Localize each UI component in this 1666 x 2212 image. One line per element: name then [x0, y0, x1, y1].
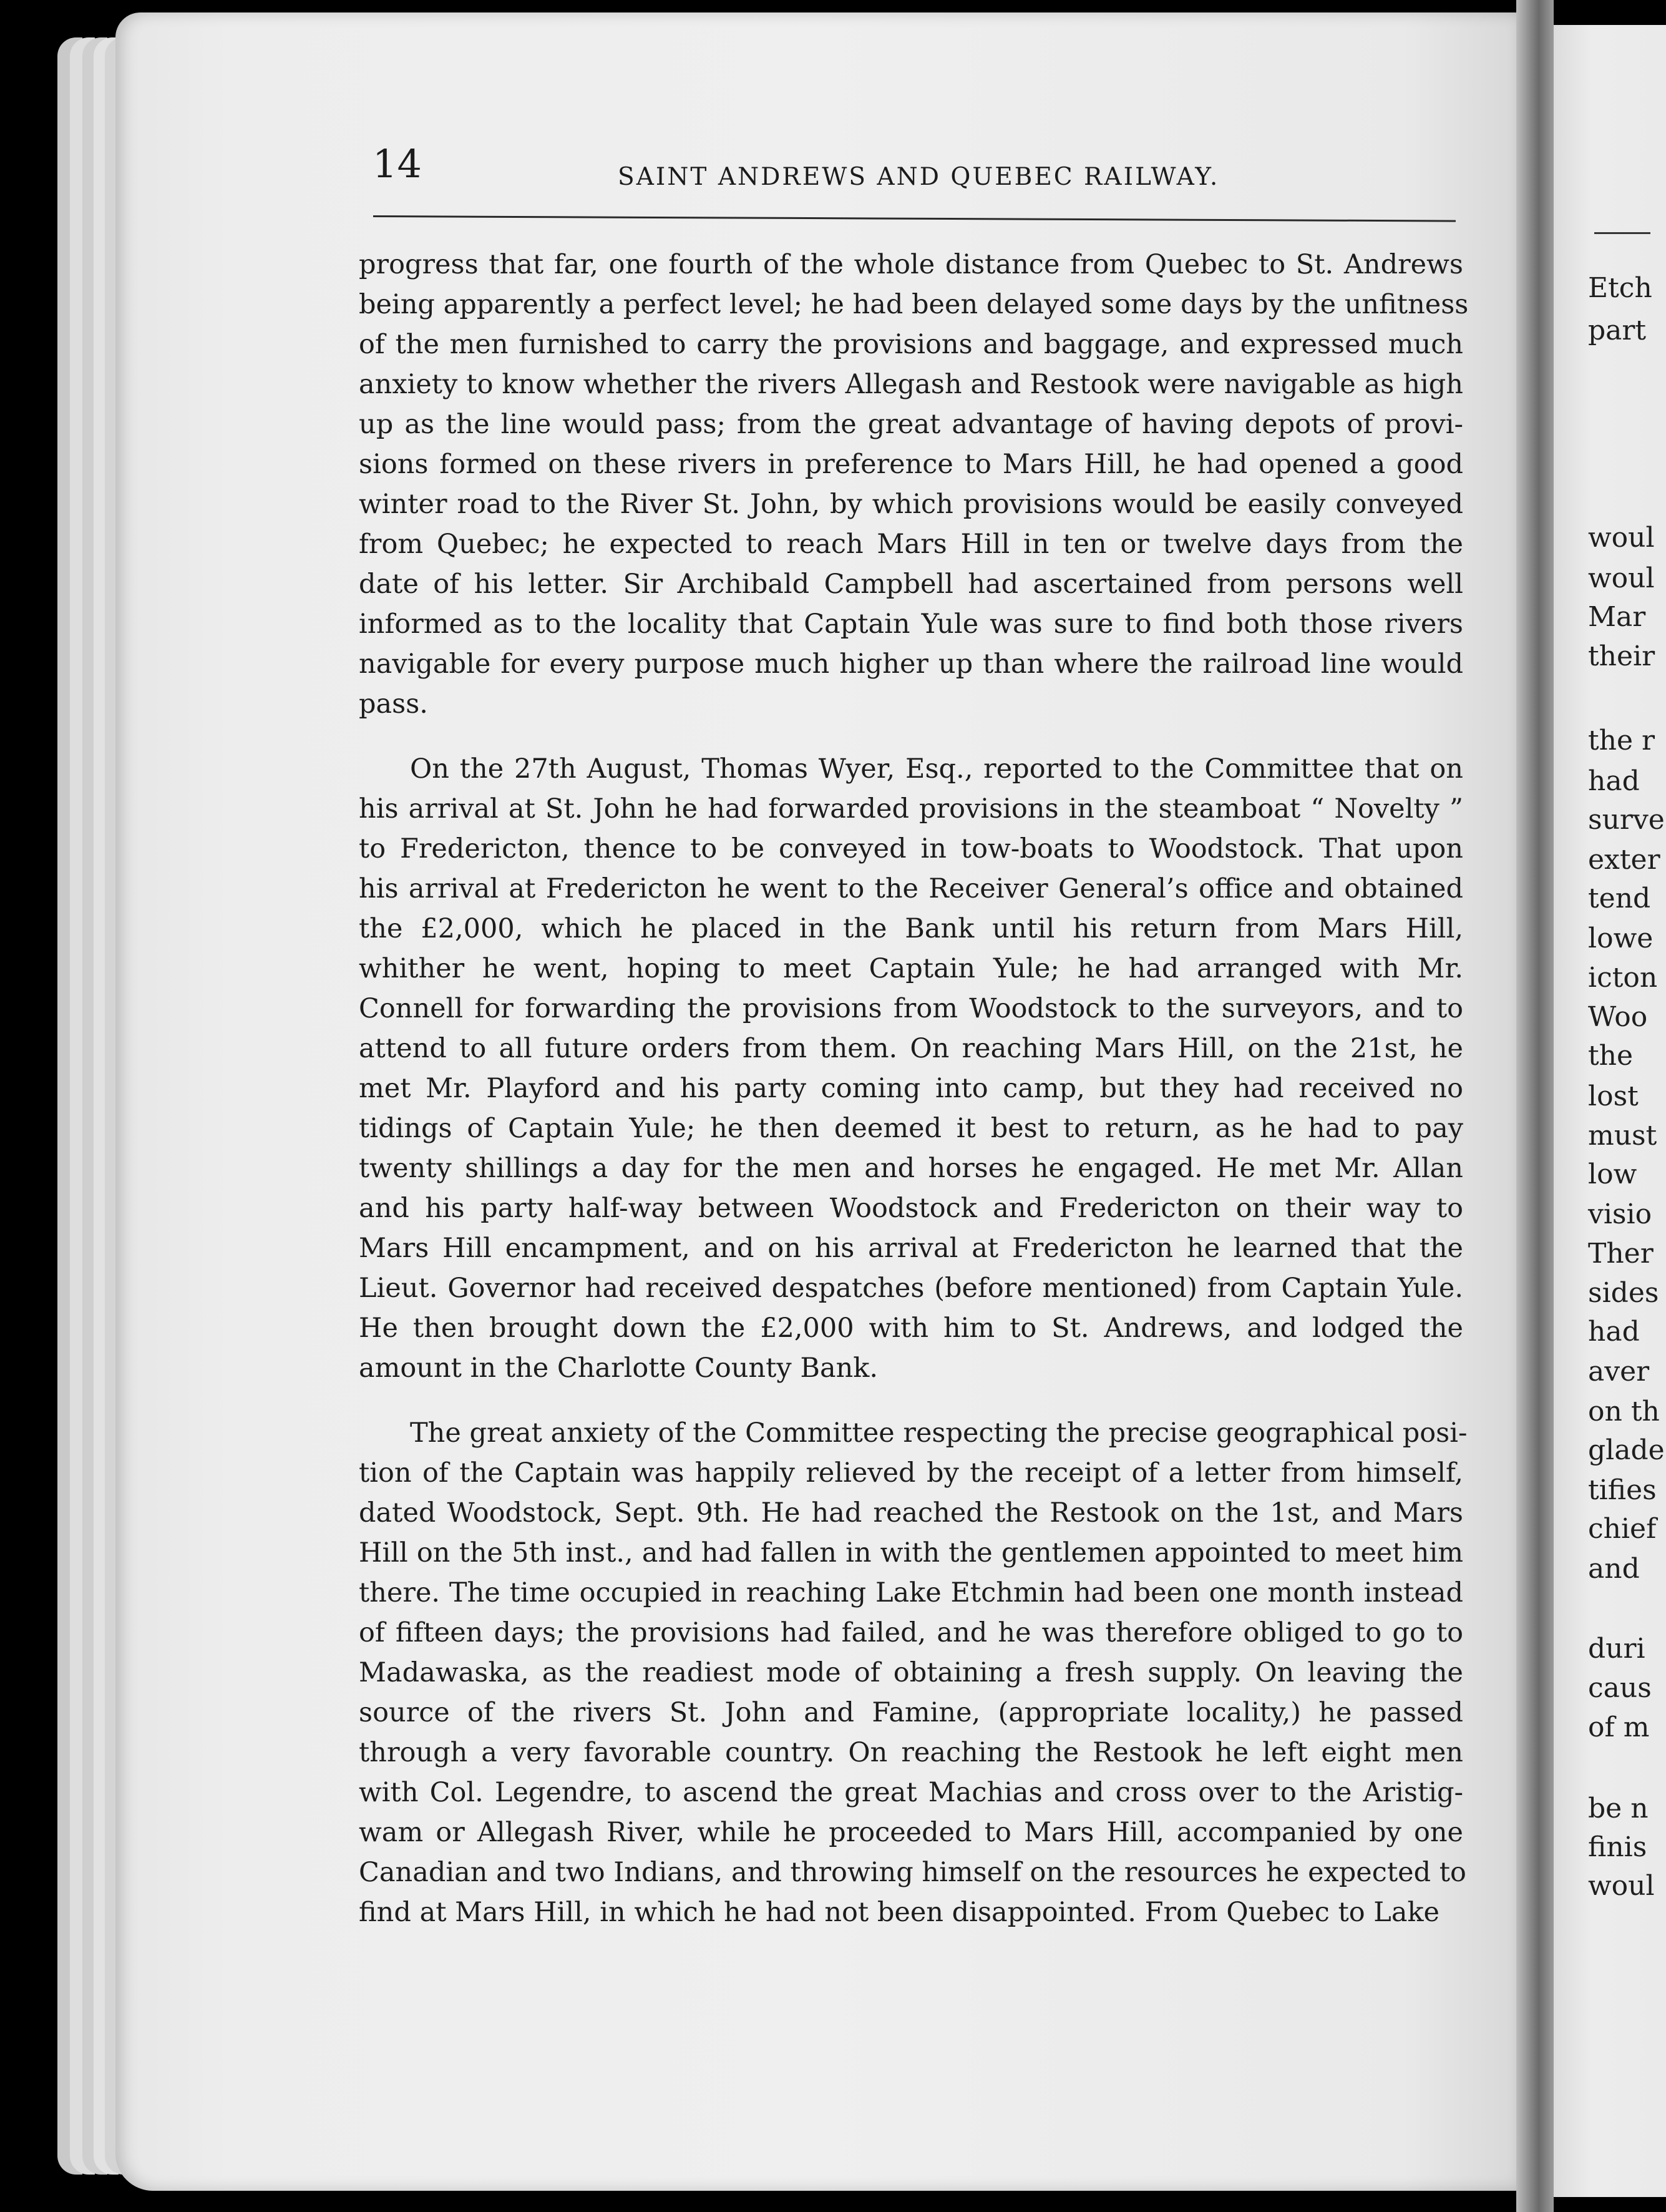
facing-page-fragment: woul: [1588, 562, 1655, 594]
facing-page-fragment: icton: [1588, 962, 1658, 994]
text-line: there. The time occupied in reaching Lake Etchmin had been one month instead: [359, 1577, 1463, 1608]
text-line: sions formed on these rivers in preference to Mars Hill, he had opened a good: [359, 449, 1463, 480]
body-text: [359, 245, 1469, 1932]
book-gutter: [1516, 0, 1554, 2212]
running-head: SAINT ANDREWS AND QUEBEC RAILWAY.: [618, 163, 1220, 191]
text-line: with Col. Legendre, to ascend the great Machias and cross over to the Aristig-: [359, 1777, 1463, 1808]
facing-page-fragment: tifies: [1588, 1474, 1657, 1506]
text-line: his arrival at Fredericton he went to the Receiver General’s office and obtained: [359, 873, 1463, 904]
text-line: to Fredericton, thence to be conveyed in tow-boats to Woodstock. That upon: [359, 833, 1463, 864]
text-line: whither he went, hoping to meet Captain Yule; he had arranged with Mr.: [359, 953, 1463, 984]
text-line: wam or Allegash River, while he proceeded to Mars Hill, accompanied by one: [359, 1817, 1463, 1848]
text-line: tidings of Captain Yule; he then deemed it best to return, as he had to pay: [359, 1113, 1463, 1144]
facing-page-fragment: exter: [1588, 844, 1660, 876]
facing-page-fragment: must: [1588, 1120, 1657, 1152]
text-line: Hill on the 5th inst., and had fallen in with the gentlemen appointed to meet him: [359, 1537, 1463, 1568]
facing-page-fragment: glade: [1588, 1434, 1665, 1466]
text-line: On the 27th August, Thomas Wyer, Esq., reported to the Committee that on: [410, 753, 1463, 785]
facing-page-fragment: be n: [1588, 1793, 1649, 1824]
facing-page-fragment: aver: [1588, 1356, 1650, 1387]
facing-page-fragment: and: [1588, 1553, 1640, 1585]
facing-page-fragment: had: [1588, 765, 1640, 797]
text-line: from Quebec; he expected to reach Mars Hill in ten or twelve days from the: [359, 529, 1463, 560]
facing-page-fragment: sides: [1588, 1277, 1659, 1309]
text-line: pass.: [359, 688, 428, 720]
text-line: of the men furnished to carry the provisions and baggage, and expressed much: [359, 329, 1463, 360]
facing-page-fragment: had: [1588, 1316, 1640, 1348]
text-line: The great anxiety of the Committee respecting the precise geographical posi-: [410, 1417, 1468, 1449]
text-line: informed as to the locality that Captain Yule was sure to find both those rivers: [359, 609, 1463, 640]
text-line: and his party half-way between Woodstock and Fredericton on their way to: [359, 1193, 1463, 1224]
facing-page-fragment: Mar: [1588, 601, 1646, 633]
text-line: met Mr. Playford and his party coming into camp, but they had received no: [359, 1073, 1463, 1104]
text-line: navigable for every purpose much higher up than where the railroad line would: [359, 648, 1463, 680]
text-line: amount in the Charlotte County Bank.: [359, 1353, 879, 1384]
text-line: Madawaska, as the readiest mode of obtaining a fresh supply. On leaving the: [359, 1657, 1463, 1688]
text-line: find at Mars Hill, in which he had not been disappointed. From Quebec to Lake: [359, 1897, 1439, 1928]
facing-page-fragment: surve: [1588, 804, 1665, 836]
facing-page-fragment: Etch: [1588, 272, 1652, 304]
text-line: the £2,000, which he placed in the Bank until his return from Mars Hill,: [359, 913, 1463, 944]
text-line: of fifteen days; the provisions had failed, and he was therefore obliged to go to: [359, 1617, 1463, 1648]
text-line: twenty shillings a day for the men and horses he engaged. He met Mr. Allan: [359, 1153, 1463, 1184]
paragraph: [359, 1413, 1468, 1932]
text-line: Lieut. Governor had received despatches (before mentioned) from Captain Yule.: [359, 1273, 1463, 1304]
paragraph: [359, 245, 1469, 724]
text-line: source of the rivers St. John and Famine, (appropriate locality,) he passed: [359, 1697, 1463, 1728]
facing-page-fragment: woul: [1588, 522, 1655, 554]
facing-page-fragment: duri: [1588, 1633, 1645, 1665]
facing-page-fragment: woul: [1588, 1870, 1655, 1902]
text-line: Connell for forwarding the provisions from Woodstock to the surveyors, and to: [359, 993, 1463, 1024]
facing-page-header-rule: [1594, 232, 1650, 234]
facing-page-fragment: Ther: [1588, 1238, 1654, 1270]
text-line: Mars Hill encampment, and on his arrival at Fredericton he learned that the: [359, 1233, 1463, 1264]
text-line: up as the line would pass; from the great advantage of having depots of provi-: [359, 409, 1463, 440]
facing-page-fragment: Woo: [1588, 1001, 1648, 1033]
facing-page-fragment: low: [1588, 1158, 1637, 1190]
facing-page-fragment: caus: [1588, 1672, 1652, 1704]
facing-page-fragment: on th: [1588, 1396, 1660, 1427]
text-line: anxiety to know whether the rivers Allegash and Restook were navigable as high: [359, 369, 1463, 400]
facing-page-fragment: lowe: [1588, 922, 1654, 954]
text-line: attend to all future orders from them. On reaching Mars Hill, on the 21st, he: [359, 1033, 1463, 1064]
facing-page-fragment: tend: [1588, 883, 1651, 914]
text-line: tion of the Captain was happily relieved by the receipt of a letter from himself,: [359, 1457, 1463, 1489]
facing-page-fragment: the: [1588, 1040, 1634, 1072]
text-line: his arrival at St. John he had forwarded provisions in the steamboat “ Novelty ”: [359, 793, 1463, 825]
text-line: dated Woodstock, Sept. 9th. He had reached the Restook on the 1st, and Mars: [359, 1497, 1463, 1529]
text-line: date of his letter. Sir Archibald Campbell had ascertained from persons well: [359, 569, 1463, 600]
text-line: progress that far, one fourth of the whole distance from Quebec to St. Andrews: [359, 249, 1463, 280]
facing-page-fragment: the r: [1588, 725, 1655, 756]
text-line: Canadian and two Indians, and throwing himself on the resources he expected to: [359, 1857, 1466, 1888]
facing-page-fragment: of m: [1588, 1711, 1650, 1743]
paragraph: [359, 749, 1463, 1388]
facing-page-fragment: their: [1588, 640, 1655, 672]
facing-page-fragment: lost: [1588, 1080, 1639, 1112]
facing-page-fragment: finis: [1588, 1831, 1647, 1863]
text-line: through a very favorable country. On reaching the Restook he left eight men: [359, 1737, 1463, 1768]
facing-page-fragment: visio: [1588, 1198, 1652, 1230]
page-number: 14: [373, 141, 422, 187]
text-line: He then brought down the £2,000 with him to St. Andrews, and lodged the: [359, 1313, 1463, 1344]
facing-page-fragment: part: [1588, 315, 1647, 346]
facing-page-fragment: chief: [1588, 1513, 1657, 1545]
text-line: being apparently a perfect level; he had been delayed some days by the unfitness: [359, 289, 1469, 320]
text-line: winter road to the River St. John, by which provisions would be easily conveyed: [359, 489, 1463, 520]
